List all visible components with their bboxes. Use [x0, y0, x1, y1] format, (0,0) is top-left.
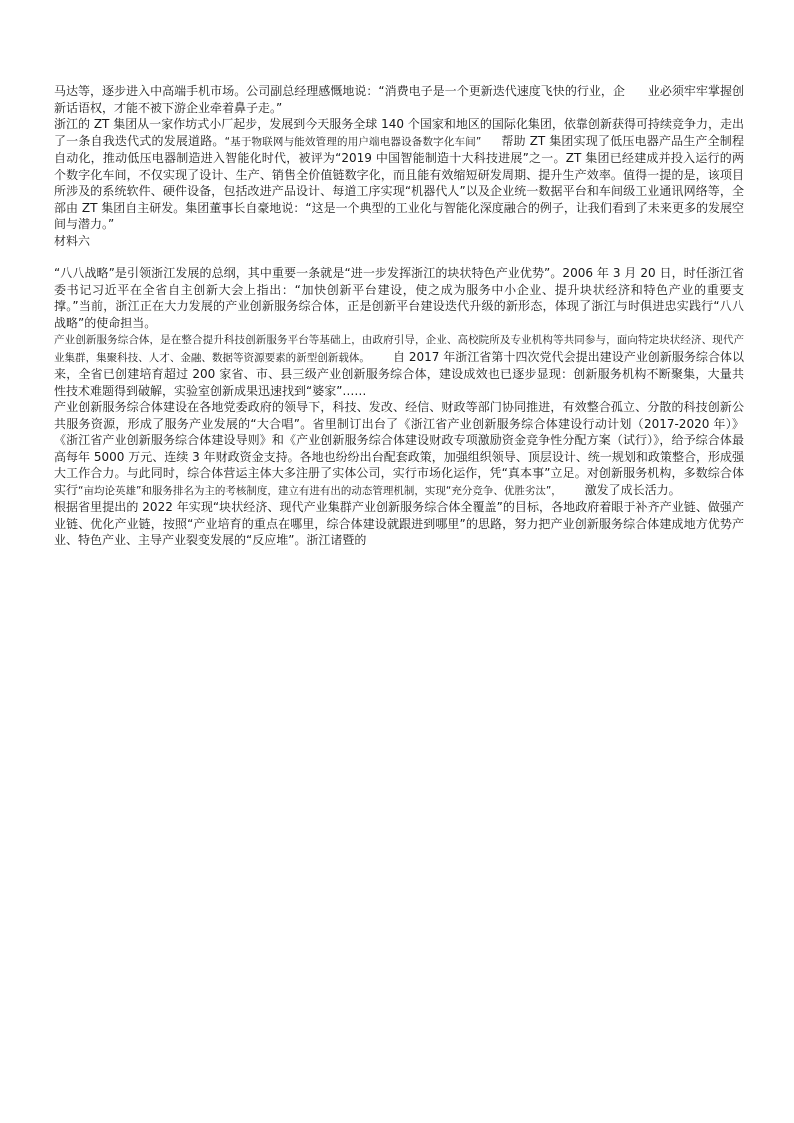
paragraph-1-text-a: 马达等，逐步进入中高端手机市场。公司副总经理感慨地说：“消费电子是一个更新迭代速度飞快的行业，企	[54, 84, 625, 98]
paragraph-2	[54, 116, 744, 233]
paragraph-1-text-b: 业必须牢牢掌握创新话语权，才能不被下游企业牵着鼻子走。”	[54, 84, 744, 115]
paragraph-2-text-b: 帮助 ZT 集团实现了低压电器产品生产全制程自动化，推动低压电器制造进入智能化时代，被评为“2019 中国智能制造十大科技进展”之一。ZT 集团已经建成并投入运行的两个数字化车间，不仅实现了设计、生产、销售全价值链数字化，而且能有效缩短研发周期、提升生产效率。值得一提的是，该项目所涉及的系统软件、硬件设备，包括改进产品设计、每道工序实现“机器代人”以及企业统一数据平台和车间级工业通讯网络等，全部由 ZT 集团自主研发。集团董事长自豪地说：“这是一个典型的工业化与智能化深度融合的例子，让我们看到了未来更多的发展空间与潜力。”	[54, 133, 744, 231]
document-body	[54, 83, 744, 549]
paragraph-3: “八八战略”是引领浙江发展的总纲，其中重要一条就是“进一步发挥浙江的块状特色产业优势”。2006 年 3 月 20 日，时任浙江省委书记习近平在全省自主创新大会上指出：“加快创新平台建设，使之成为服务中小企业、提升块状经济和特色产业的重要支撑。”当前，浙江正在大力发展的产业创新服务综合体，正是创新平台建设迭代升级的新形态，体现了浙江与时俱进忠实践行“八八战略”的使命担当。	[54, 266, 744, 330]
paragraph-2-small-text: “基于物联网与能效管理的用户端电器设备数字化车间”	[224, 135, 482, 148]
section-heading: 材料六	[54, 233, 91, 248]
paragraph-5-text-b: 激发了成长活力。	[584, 482, 681, 497]
paragraph-5-text-a: 产业创新服务综合体建设在各地党委政府的领导下，科技、发改、经信、财政等部门协同推进，有效整合孤立、分散的科技创新公共服务资源，形成了服务产业发展的“大合唱”。省里制订出台了《浙江省产业创新服务综合体建设行动计划（2017-2020 年）》《浙江省产业创新服务综合体建设导则》和《产业创新服务综合体建设财政专项激励资金竞争性分配方案（试行）》，给予综合体最高每年 5000 万元、连续 3 年财政资金支持。各地也纷纷出台配套政策，加强组织领导、顶层设计、统一规划和政策整合，形成强大工作合力。与此同时，综合体营运主体大多注册了实体公司，实行市场化运作，凭“真本事”立足。对创新服务机构，多数综合体实行	[54, 400, 744, 497]
paragraph-6: 根据省里提出的 2022 年实现“块状经济、现代产业集群产业创新服务综合体全覆盖”的目标，各地政府着眼于补齐产业链、做强产业链、优化产业链，按照“产业培育的重点在哪里，综合体建设就跟进到哪里”的思路，努力把产业创新服务综合体建成地方优势产业、特色产业、主导产业裂变发展的“反应堆”。浙江诸暨的	[54, 500, 744, 547]
section-spacer	[54, 249, 744, 265]
paragraph-5	[54, 399, 744, 499]
paragraph-5-small-text: “亩均论英雄”和服务排名为主的考核制度，建立有进有出的动态管理机制，实现“充分竞争、优胜劣汰”，	[78, 484, 562, 497]
paragraph-4	[54, 331, 744, 399]
paragraph-1	[54, 83, 744, 116]
paragraph-2-text-a: 浙江的 ZT 集团从一家作坊式小厂起步，发展到今天服务全球 140 个国家和地区的国际化集团，依靠创新获得可持续竞争力，走出了一条自我迭代式的发展道路。	[54, 117, 744, 148]
paragraph-4-text: 自 2017 年浙江省第十四次党代会提出建设产业创新服务综合体以来，全省已创建培育超过 200 家省、市、县三级产业创新服务综合体，建设成效也已逐步显现：创新服务机构不断聚集，大量共性技术难题得到破解，实验室创新成果迅速找到“婆家”……	[54, 349, 745, 398]
paragraph-4-small-text: 产业创新服务综合体，是在整合提升科技创新服务平台等基础上，由政府引导，企业、高校院所及专业机构等共同参与，面向特定块状经济、现代产业集群，集聚科技、人才、金融、数据等资源要素的新型创新载体。	[54, 334, 744, 364]
